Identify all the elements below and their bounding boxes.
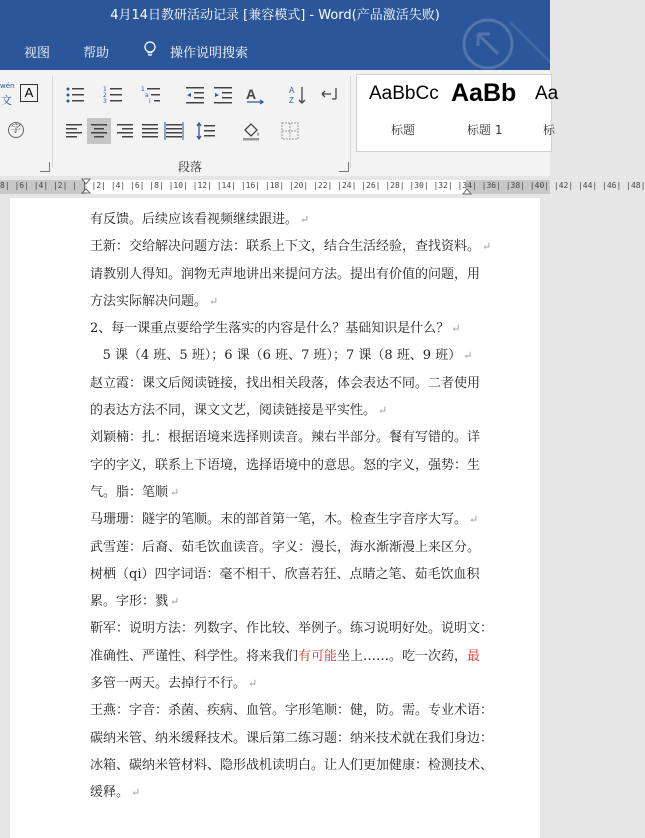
- svg-text:1: 1: [141, 86, 145, 93]
- style-sample: AaBbCc: [369, 83, 439, 104]
- menu-help[interactable]: 帮助: [83, 46, 110, 61]
- styles-gallery: [356, 74, 559, 152]
- align-right-icon: [114, 120, 136, 142]
- distributed-button[interactable]: [163, 120, 185, 142]
- text-line: 赵立霞：课文后阅读链接，找出相关段落，体会表达不同。二者使用: [90, 375, 481, 391]
- svg-text:Z: Z: [289, 96, 294, 105]
- window-title: 4月14日教研活动记录 [兼容模式] - Word(产品激活失败): [110, 8, 440, 23]
- style-normal[interactable]: [369, 83, 439, 105]
- align-center-button[interactable]: [87, 118, 111, 144]
- title-bar: [0, 0, 550, 32]
- style-sample: Aa: [535, 83, 559, 104]
- ribbon: [0, 70, 559, 177]
- horizontal-ruler[interactable]: [0, 176, 645, 198]
- text-line: 靳军：说明方法：列数字、作比较、举例子。练习说明好处。说明文：: [90, 621, 494, 637]
- divider: [52, 76, 53, 168]
- text-line: 武雪莲：后裔、茹毛饮血读音。字义：漫长，海水渐渐漫上来区分。: [90, 539, 481, 555]
- document-page[interactable]: [10, 198, 540, 838]
- align-left-icon: [63, 120, 85, 142]
- paragraph-dialog-launcher-icon[interactable]: [339, 162, 349, 172]
- text-line: 累。字形：戮 ↵: [90, 594, 180, 610]
- chinese-layout-button[interactable]: [244, 84, 266, 106]
- distributed-icon: [163, 120, 185, 142]
- increase-indent-button[interactable]: [212, 84, 234, 106]
- phonetic-guide-char[interactable]: 文: [1, 94, 12, 107]
- multilevel-list-button[interactable]: [140, 84, 162, 106]
- svg-text:2: 2: [103, 92, 107, 99]
- line-spacing-icon: [195, 120, 217, 142]
- text-line: 2、每一课重点要给学生落实的内容是什么？基础知识是什么？ ↵: [90, 321, 461, 337]
- sort-icon: [287, 84, 309, 106]
- text-line: 缓释。 ↵: [90, 785, 141, 801]
- svg-text:a: a: [145, 92, 149, 99]
- paragraph-group-label: 段落: [178, 160, 203, 174]
- red-text: 有可能: [298, 648, 338, 664]
- lightbulb-icon: [143, 41, 157, 57]
- document-body[interactable]: [90, 206, 494, 807]
- text-line: 树栖（qi）四字词语：毫不相干、欣喜若狂、点睛之笔、茹毛饮血积: [90, 566, 480, 582]
- svg-text:1: 1: [103, 86, 107, 93]
- text-line: 多管一两天。去掉行不行。 ↵: [90, 676, 258, 692]
- decrease-indent-button[interactable]: [184, 84, 206, 106]
- svg-text:3: 3: [103, 98, 107, 105]
- text-line: 碳纳米管、纳米缓释技术。课后第二练习题：纳米技术就在我们身边：: [90, 730, 494, 746]
- increase-indent-icon: [212, 84, 234, 106]
- text-line: 刘颖楠：扎：根据语境来选择则读音。辣右半部分。餐有写错的。详: [90, 430, 481, 446]
- phonetic-guide-pinyin[interactable]: wén: [0, 82, 15, 90]
- text-line: 请教别人得知。润物无声地讲出来提问方法。提出有价值的问题，用: [90, 266, 481, 282]
- ruler-scale: 8| |6| |4| |2| | | |2| |4| |6| |8| |10| |12| |14| |16| |18| |20| |22| |24| |26| |28| |30| |32| |34| |36| |38| |40| |42| |44| |46| |48|: [0, 181, 645, 190]
- menu-view[interactable]: 视图: [24, 46, 51, 61]
- align-left-button[interactable]: [63, 120, 85, 142]
- align-right-button[interactable]: [114, 120, 136, 142]
- character-border-button[interactable]: A: [20, 84, 38, 102]
- enclose-characters-button[interactable]: 字: [8, 122, 24, 138]
- paint-bucket-icon: [240, 120, 262, 142]
- show-formatting-marks-button[interactable]: [318, 84, 340, 106]
- chinese-layout-icon: [244, 84, 266, 106]
- tell-me-search[interactable]: 操作说明搜索: [170, 46, 249, 61]
- pilcrow-icon: [318, 84, 340, 106]
- red-text: 最: [467, 648, 481, 664]
- multilevel-list-icon: [140, 84, 162, 106]
- text-line: 王新：交给解决问题方法：联系上下文，结合生活经验，查找资料。 ↵: [90, 239, 492, 255]
- sort-button[interactable]: [287, 84, 309, 106]
- align-center-icon: [88, 120, 110, 142]
- text-line: 5 课（4 班、5 班）；6 课（6 班、7 班）；7 课（8 班、9 班） ↵: [102, 348, 473, 364]
- svg-text:A: A: [246, 86, 257, 102]
- numbering-button[interactable]: [102, 84, 124, 106]
- numbering-icon: [102, 84, 124, 106]
- text-line: 有反馈。后续应该看视频继续跟进。 ↵: [90, 212, 310, 227]
- text-line: 方法实际解决问题。 ↵: [90, 293, 219, 309]
- style-sample: AaBb: [451, 79, 517, 107]
- style-name: 标: [543, 123, 556, 137]
- menu-bar: [0, 32, 550, 70]
- bullets-icon: [64, 84, 86, 106]
- style-name: 标题 1: [467, 123, 503, 137]
- style-heading-2[interactable]: [535, 83, 558, 105]
- text-line: 冰箱、碳纳米管材料、隐形战机读明白。让人们更加健康：检测技术、: [90, 757, 494, 773]
- text-line: 气。脂：笔顺 ↵: [90, 484, 180, 500]
- divider: [350, 76, 351, 168]
- borders-icon: [279, 120, 301, 142]
- bullets-button[interactable]: [64, 84, 86, 106]
- style-name: 标题: [391, 123, 416, 137]
- svg-text:i: i: [149, 98, 151, 105]
- line-spacing-button[interactable]: [195, 120, 217, 142]
- svg-text:A: A: [289, 86, 295, 95]
- shading-button[interactable]: [240, 120, 262, 142]
- text-line: 王燕：字音：杀菌、疾病、血管。字形笔顺：健，防。需。专业术语：: [90, 703, 494, 719]
- justify-icon: [139, 120, 161, 142]
- text-line: 准确性、严谨性、科学性。将来我们有可能坐上……。吃一次药，最: [90, 648, 481, 664]
- text-line: 字的字义，联系上下语境，选择语境中的意思。怒的字义，强势：生: [90, 457, 481, 473]
- borders-button[interactable]: [279, 120, 301, 142]
- decrease-indent-icon: [184, 84, 206, 106]
- font-dialog-launcher-icon[interactable]: [40, 162, 50, 172]
- style-heading-1[interactable]: [451, 79, 516, 108]
- text-line: 的表达方法不同，课文文艺，阅读链接是平实性。 ↵: [90, 403, 388, 419]
- justify-button[interactable]: [139, 120, 161, 142]
- text-line: 马珊珊：隧字的笔顺。末的部首第一笔，木。检查生字音序大写。 ↵: [90, 512, 479, 528]
